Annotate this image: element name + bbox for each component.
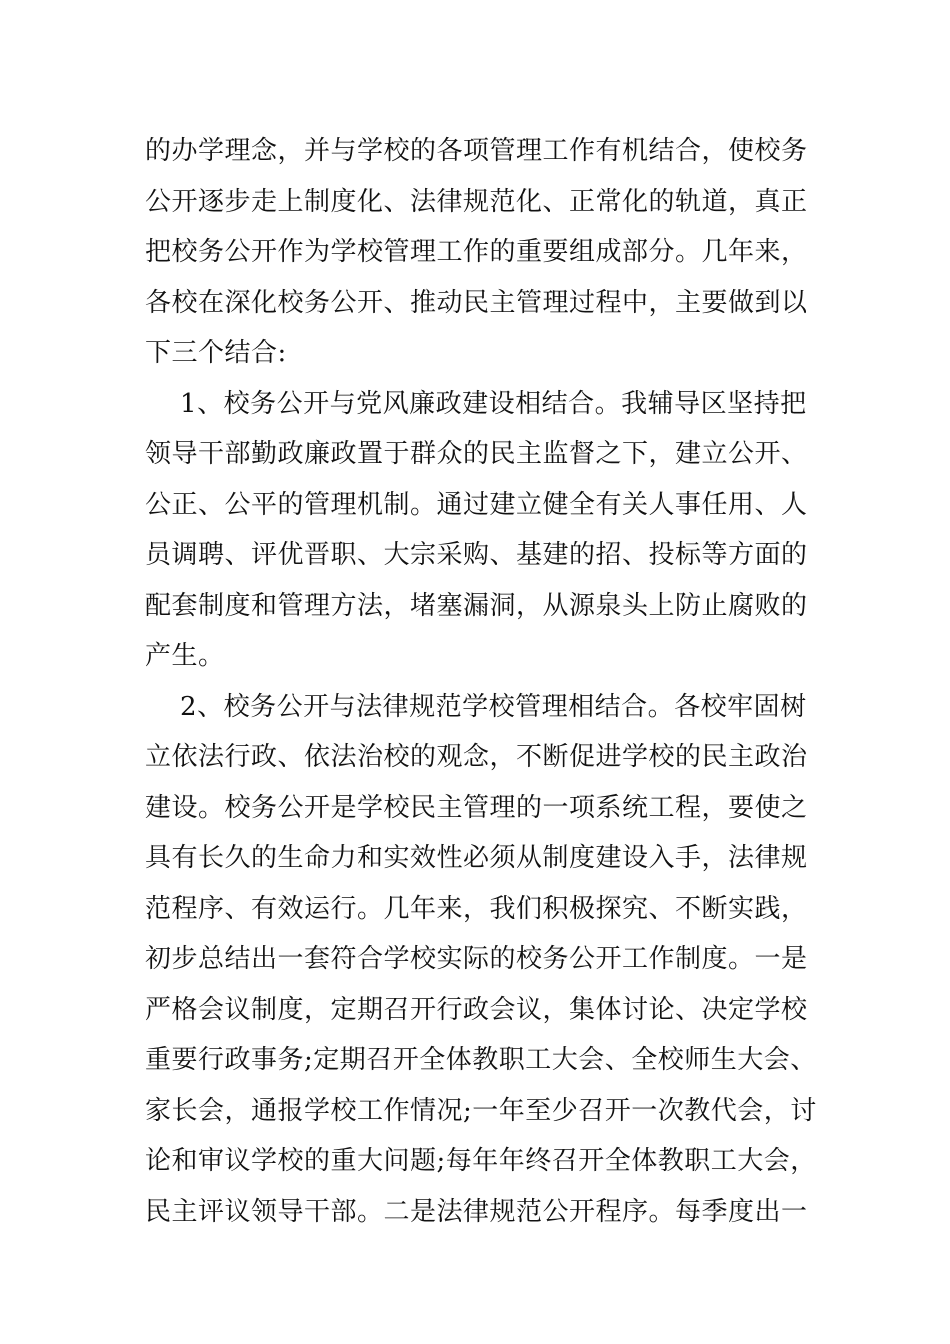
text-line: 各校在深化校务公开、推动民主管理过程中，主要做到以 [145,287,808,318]
paragraph-1-first-line: 1、校务公开与党风廉政建设相结合。我辅导区坚持把 [145,388,807,419]
text-line: 范程序、有效运行。几年来，我们积极探究、不断实践， [145,893,808,924]
text-line: 产生。 [145,641,225,671]
text-line: 下三个结合: [145,338,287,368]
text-line: 员调聘、评优晋职、大宗采购、基建的招、投标等方面的 [145,540,808,570]
text-line: 配套制度和管理方法，堵塞漏洞，从源泉头上防止腐败的 [145,590,808,621]
text-line: 公正、公平的管理机制。通过建立健全有关人事任用、人 [145,489,808,520]
text-line: 具有长久的生命力和实效性必须从制度建设入手，法律规 [145,843,808,873]
paragraph-2-first-line: 2、校务公开与法律规范学校管理相结合。各校牢固树 [145,691,807,722]
text-line: 公开逐步走上制度化、法律规范化、正常化的轨道，真正 [145,186,808,217]
text-line: 建设。校务公开是学校民主管理的一项系统工程，要使之 [145,792,808,823]
text-line: 严格会议制度，定期召开行政会议，集体讨论、决定学校 [145,994,808,1025]
text-line: 的办学理念，并与学校的各项管理工作有机结合，使校务 [145,136,808,166]
text-line: 重要行政事务;定期召开全体教职工大会、全校师生大会、 [145,1045,817,1075]
text-line: 把校务公开作为学校管理工作的重要组成部分。几年来， [145,237,808,267]
document-body [145,126,817,1237]
text-line: 初步总结出一套符合学校实际的校务公开工作制度。一是 [145,944,808,974]
text-line: 民主评议领导干部。二是法律规范公开程序。每季度出一 [145,1196,808,1227]
text-line: 论和审议学校的重大问题;每年年终召开全体教职工大会， [145,1146,817,1176]
text-line: 家长会，通报学校工作情况;一年至少召开一次教代会，讨 [145,1095,817,1126]
text-line: 立依法行政、依法治校的观念，不断促进学校的民主政治 [145,742,808,772]
text-line: 领导干部勤政廉政置于群众的民主监督之下，建立公开、 [145,439,808,469]
